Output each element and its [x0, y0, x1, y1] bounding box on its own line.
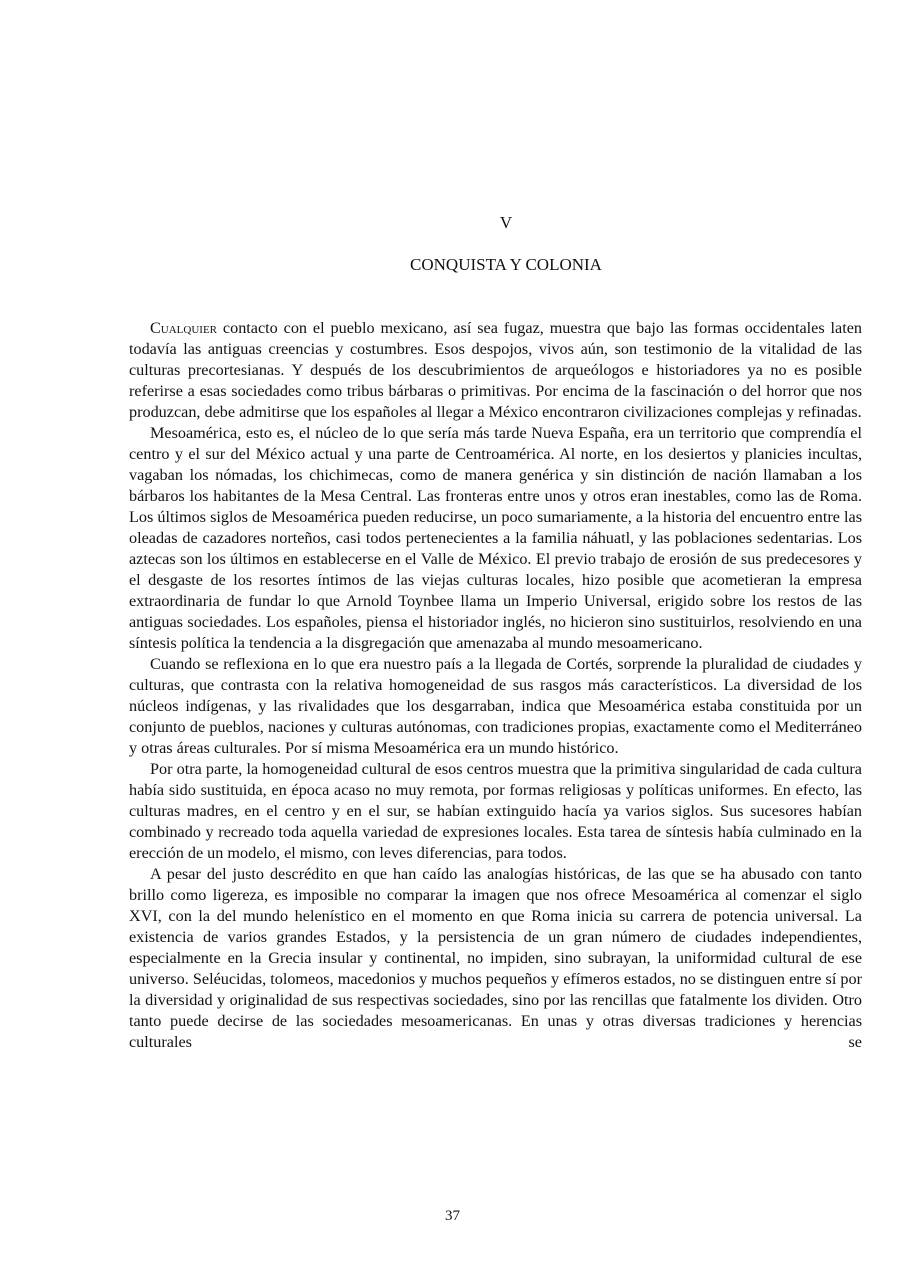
opening-word: Cualquier [150, 319, 218, 337]
paragraph-3 [129, 654, 862, 759]
paragraph-5 [129, 864, 862, 1053]
paragraph-4 [129, 759, 862, 864]
paragraph-2 [129, 423, 862, 654]
paragraph-text: contacto con el pueblo mexicano, así sea fugaz, muestra que bajo las formas occidentales laten todavía las antiguas creencias y costumbres. Esos despojos, vivos aún, son testimonio de la vitalidad de las culturas precortesianas. Y después de los descubrimientos de arqueólogos e historiadores ya no es posible referirse a esas sociedades como tribus bárbaras o primitivas. Por encima de la fascinación o del horror que nos produzcan, debe admitirse que los españoles al llegar a México encontraron civilizaciones complejas y refinadas. [129, 319, 862, 421]
paragraph-text: A pesar del justo descrédito en que han caído las analogías históricas, de las que se ha abusado con tanto brillo como ligereza, es imposible no comparar la imagen que nos ofrece Mesoamérica al comenzar el siglo XVI, con la del mundo helenístico en el momento en que Roma inicia su carrera de potencia universal. La existencia de varios grandes Estados, y la persistencia de un gran número de ciudades independientes, especialmente en la Grecia insular y continental, no impiden, sino subrayan, la uniformidad cultural de ese universo. Seléucidas, tolomeos, macedonios y muchos pequeños y efímeros estados, no se distinguen entre sí por la diversidad y originalidad de sus respectivas sociedades, sino por las rencillas que fatalmente los dividen. Otro tanto puede decirse de las sociedades mesoamericanas. En unas y otras diversas tradiciones y herencias culturales se [129, 865, 862, 1051]
paragraph-1 [129, 318, 862, 423]
paragraph-text: Por otra parte, la homogeneidad cultural de esos centros muestra que la primitiva singularidad de cada cultura había sido sustituida, en época acaso no muy remota, por formas religiosas y políticas uniformes. En efecto, las culturas madres, en el centro y en el sur, se habían extinguido hacía ya varios siglos. Sus sucesores habían combinado y recreado toda aquella variedad de expresiones locales. Esta tarea de síntesis había culminado en la erección de un modelo, el mismo, con leves diferencias, para todos. [129, 760, 862, 862]
page-number: 37 [445, 1208, 460, 1224]
paragraph-text: Mesoamérica, esto es, el núcleo de lo que sería más tarde Nueva España, era un territorio que comprendía el centro y el sur del México actual y una parte de Centroamérica. Al norte, en los desiertos y planicies incultas, vagaban los nómadas, los chichimecas, como de manera genérica y sin distinción de nación llamaban a los bárbaros los habitantes de la Mesa Central. Las fronteras entre unos y otros eran inestables, como las de Roma. Los últimos siglos de Mesoamérica pueden reducirse, un poco sumariamente, a la historia del encuentro entre las oleadas de cazadores norteños, casi todos pertenecientes a la familia náhuatl, y las poblaciones sedentarias. Los aztecas son los últimos en establecerse en el Valle de México. El previo trabajo de erosión de sus predecesores y el desgaste de los resortes íntimos de las viejas culturas locales, hizo posible que acometieran la empresa extraordinaria de fundar lo que Arnold Toynbee llama un Imperio Universal, erigido sobre los restos de las antiguas sociedades. Los españoles, piensa el historiador inglés, no hicieron sino sustituirlos, resolviendo en una síntesis política la tendencia a la disgregación que amenazaba al mundo mesoamericano. [129, 424, 862, 652]
paragraph-text: Cuando se reflexiona en lo que era nuestro país a la llegada de Cortés, sorprende la pluralidad de ciudades y culturas, que contrasta con la relativa homogeneidad de sus rasgos más característicos. La diversidad de los núcleos indígenas, y las rivalidades que los desgarraban, indica que Mesoamérica estaba constituida por un conjunto de pueblos, naciones y culturas autónomas, con tradiciones propias, exactamente como el Mediterráneo y otras áreas culturales. Por sí misma Mesoamérica era un mundo histórico. [129, 655, 862, 757]
chapter-number: V [499, 213, 513, 232]
body-text [129, 318, 862, 1053]
chapter-title: CONQUISTA Y COLONIA [410, 255, 602, 274]
